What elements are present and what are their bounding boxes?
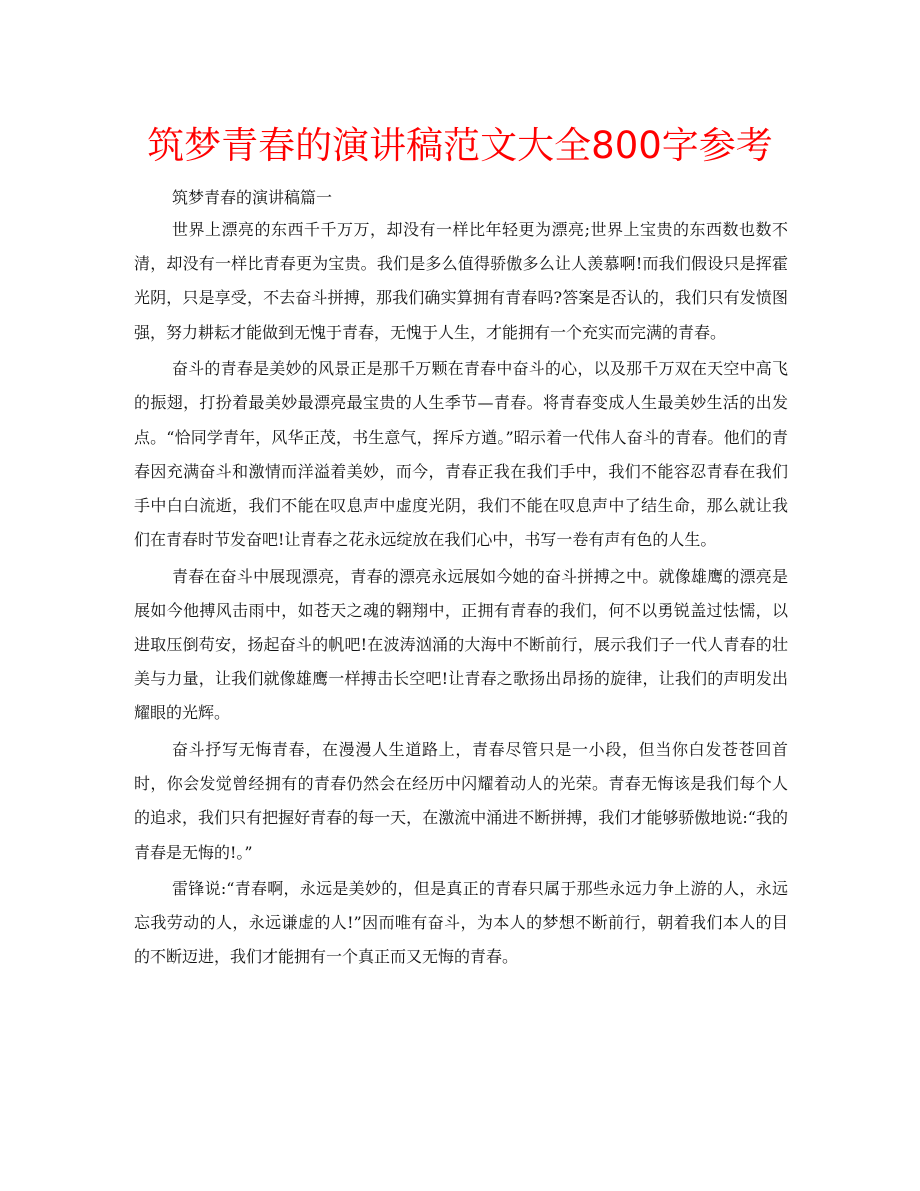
document-title: 筑梦青春的演讲稿范文大全800字参考 bbox=[147, 124, 773, 167]
section-heading: 筑梦青春的演讲稿篇一 bbox=[172, 188, 333, 207]
paragraph-5: 雷锋说:“青春啊，永远是美妙的，但是真正的青春只属于那些永远力争上游的人，永远忘我劳动的人，永远谦虚的人!”因而唯有奋斗，为本人的梦想不断前行，朝着我们本人的目的不断迈进，我们才能拥有一个真正而又无悔的青春。 bbox=[134, 879, 788, 967]
document-body bbox=[134, 213, 788, 977]
paragraph-4: 奋斗抒写无悔青春，在漫漫人生道路上，青春尽管只是一小段，但当你白发苍苍回首时，你会发觉曾经拥有的青春仍然会在经历中闪耀着动人的光荣。青春无悔该是我们每个人的追求，我们只有把握好青春的每一天，在激流中涌进不断拼搏，我们才能够骄傲地说:“我的青春是无悔的!。” bbox=[134, 739, 788, 862]
paragraph-2: 奋斗的青春是美妙的风景正是那千万颗在青春中奋斗的心，以及那千万双在天空中高飞的振翅，打扮着最美妙最漂亮最宝贵的人生季节—青春。将青春变成人生最美妙生活的出发点。“恰同学青年，风华正茂，书生意气，挥斥方遒。”昭示着一代伟人奋斗的青春。他们的青春因充满奋斗和激情而洋溢着美妙，而今，青春正我在我们手中，我们不能容忍青春在我们手中白白流逝，我们不能在叹息声中虚度光阴，我们不能在叹息声中了结生命，那么就让我们在青春时节发奋吧!让青春之花永远绽放在我们心中，书写一卷有声有色的人生。 bbox=[134, 359, 788, 550]
paragraph-1: 世界上漂亮的东西千千万万，却没有一样比年轻更为漂亮;世界上宝贵的东西数也数不清，却没有一样比青春更为宝贵。我们是多么值得骄傲多么让人羡慕啊!而我们假设只是挥霍光阴，只是享受，不去奋斗拼搏，那我们确实算拥有青春吗?答案是否认的，我们只有发愤图强，努力耕耘才能做到无愧于青春，无愧于人生，才能拥有一个充实而完满的青春。 bbox=[134, 220, 788, 342]
paragraph-3: 青春在奋斗中展现漂亮，青春的漂亮永远展如今她的奋斗拼搏之中。就像雄鹰的漂亮是展如今他搏风击雨中，如苍天之魂的翱翔中，正拥有青春的我们，何不以勇锐盖过怯懦，以进取压倒苟安，扬起奋斗的帆吧!在波涛汹涌的大海中不断前行，展示我们子一代人青春的壮美与力量，让我们就像雄鹰一样搏击长空吧!让青春之歌扬出昂扬的旋律，让我们的声明发出耀眼的光辉。 bbox=[134, 566, 788, 723]
